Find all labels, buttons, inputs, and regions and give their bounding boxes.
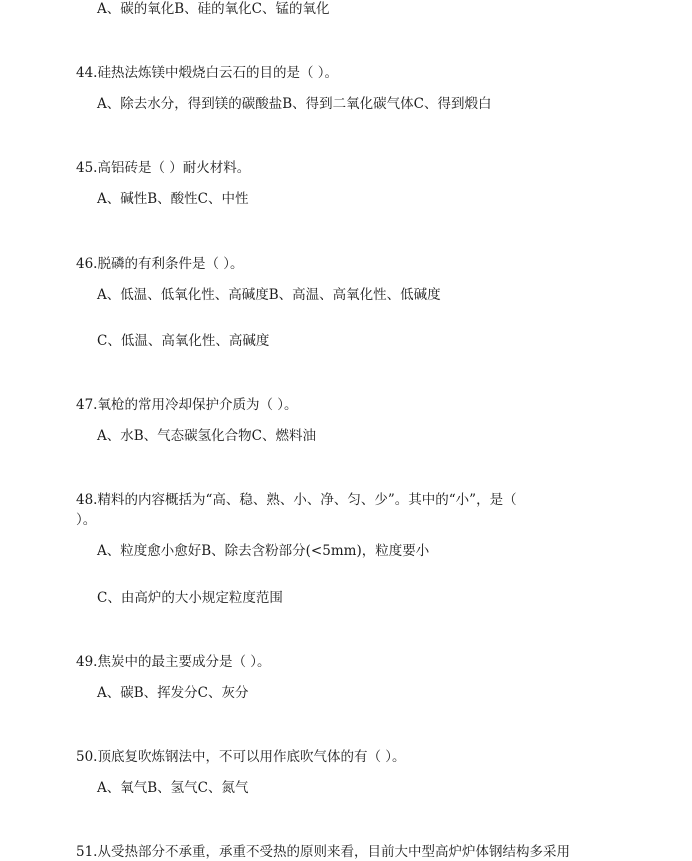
question-44: 44.硅热法炼镁中煅烧白云石的目的是（ ）。 — [76, 65, 339, 81]
option-line: A、除去水分，得到镁的碳酸盐B、得到二氧化碳气体C、得到煅白 — [97, 96, 492, 112]
option-line: A、碱性B、酸性C、中性 — [97, 191, 249, 207]
question-51: 51.从受热部分不承重，承重不受热的原则来看，目前大中型高炉炉体钢结构多采用 — [76, 844, 570, 860]
option-line: A、氧气B、氢气C、氮气 — [97, 780, 249, 796]
option-line: A、碳的氧化B、硅的氧化C、锰的氧化 — [97, 1, 330, 17]
option-line: C、低温、高氧化性、高碱度 — [97, 333, 270, 349]
option-line: C、由高炉的大小规定粒度范围 — [97, 590, 283, 606]
question-46: 46.脱磷的有利条件是（ ）。 — [76, 256, 244, 272]
question-48: 48.精料的内容概括为“高、稳、熟、小、净、匀、少”。其中的“小”，是（ — [76, 492, 517, 508]
question-45: 45.高铝砖是（ ）耐火材料。 — [76, 160, 251, 176]
option-line: A、碳B、挥发分C、灰分 — [97, 685, 249, 701]
option-line: A、粒度愈小愈好B、除去含粉部分(<5mm)，粒度要小 — [97, 543, 430, 559]
question-50: 50.顶底复吹炼钢法中，不可以用作底吹气体的有（ ）。 — [76, 749, 406, 765]
option-line: A、水B、气态碳氢化合物C、燃料油 — [97, 428, 316, 444]
question-49: 49.焦炭中的最主要成分是（ ）。 — [76, 654, 271, 670]
option-line: A、低温、低氧化性、高碱度B、高温、高氧化性、低碱度 — [97, 287, 441, 303]
question-48-continuation: ）。 — [76, 512, 97, 528]
question-47: 47.氧枪的常用冷却保护介质为（ ）。 — [76, 397, 298, 413]
